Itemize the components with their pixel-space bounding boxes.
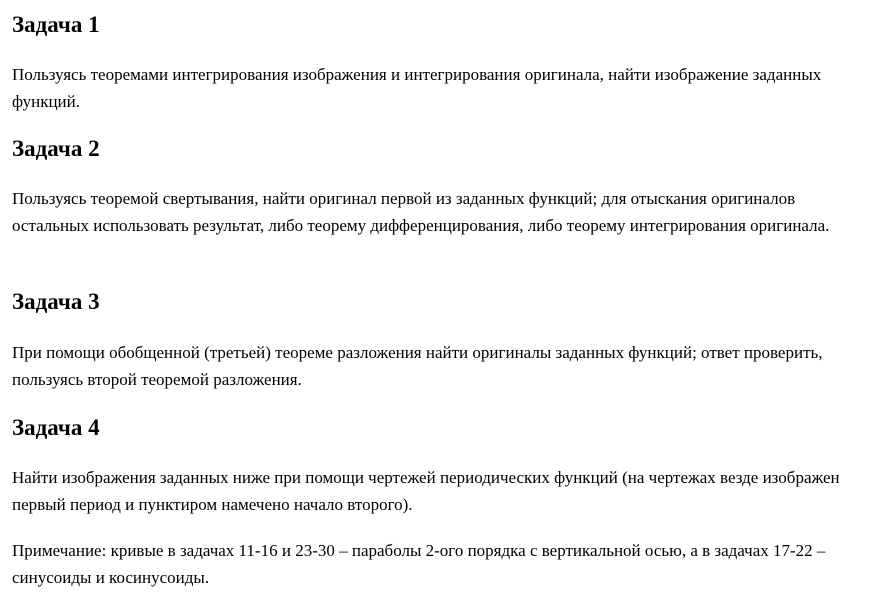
task-2-heading: Задача 2 — [12, 136, 100, 161]
task-4-heading: Задача 4 — [12, 415, 100, 440]
task-1-text: Пользуясь теоремами интегрирования изображения и интегрирования оригинала, найти изображение заданных функций. — [12, 65, 822, 111]
task-2-text: Пользуясь теоремой свертывания, найти оригинал первой из заданных функций; для отыскания оригиналов остальных использовать результат, либо теорему дифференцирования, либо теорему интегрирования оригинала. — [12, 189, 830, 235]
task-4-text: Найти изображения заданных ниже при помощи чертежей периодических функций (на чертежах везде изображен первый период и пунктиром намечено начало второго). — [12, 468, 840, 514]
note-text: Примечание: кривые в задачах 11-16 и 23-30 – параболы 2-ого порядка с вертикальной осью, а в задачах 17-22 – синусоиды и косинусоиды. — [12, 541, 826, 587]
task-1-heading: Задача 1 — [12, 12, 100, 37]
task-3-text: При помощи обобщенной (третьей) теореме разложения найти оригиналы заданных функций; ответ проверить, пользуясь второй теоремой разложения. — [12, 343, 823, 389]
task-3-heading: Задача 3 — [12, 289, 100, 314]
